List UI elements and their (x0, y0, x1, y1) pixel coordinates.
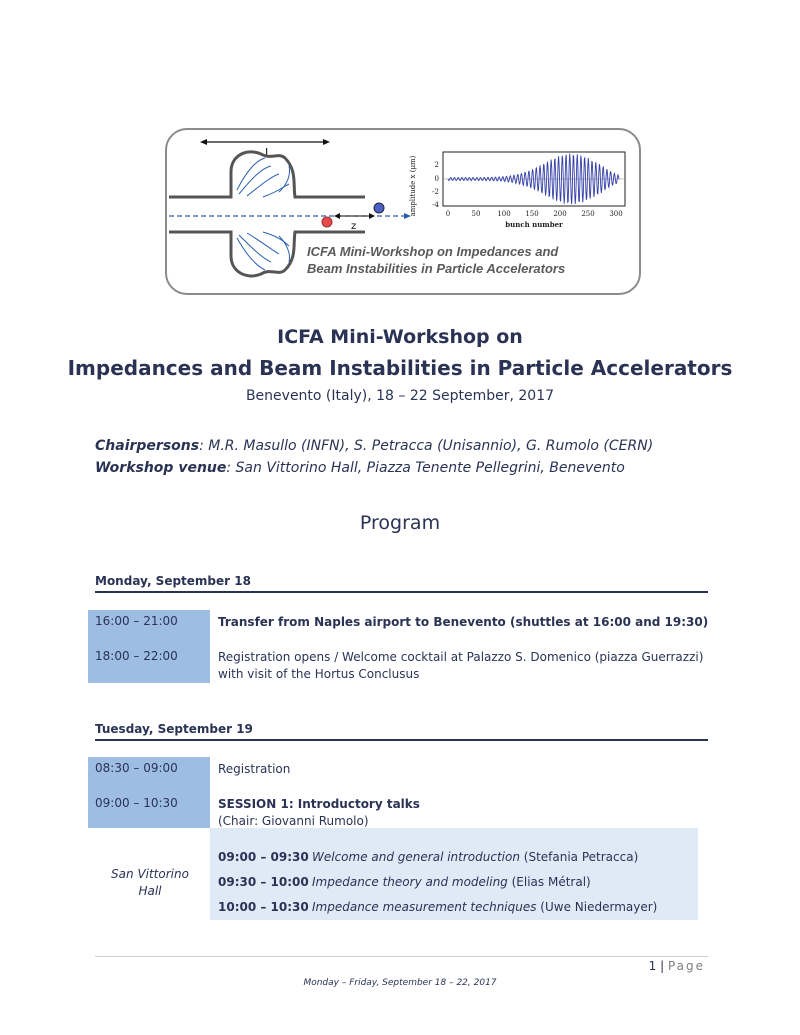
xtick: 0 (445, 210, 451, 218)
page-title-line2: Impedances and Beam Instabilities in Particle Accelerators (67, 356, 733, 380)
event-text: Registration (218, 762, 291, 776)
talk-row (218, 850, 638, 864)
page-word: Page (667, 959, 705, 973)
talk-row (218, 875, 591, 889)
venue-value: : San Vittorino Hall, Piazza Tenente Pellegrini, Benevento (226, 460, 625, 476)
mini-plot-xlabel: bunch number (505, 220, 563, 229)
session-room (95, 866, 205, 900)
event-text-line2: with visit of the Hortus Conclusus (218, 667, 420, 681)
page-number-value: 1 (648, 959, 657, 973)
ytick: -2 (432, 188, 439, 196)
banner-title-line2: Beam Instabilities in Particle Accelerators (307, 261, 566, 276)
session-title: SESSION 1: Introductory talks (218, 797, 420, 811)
room-line2: Hall (138, 884, 162, 898)
program-heading: Program (359, 512, 441, 534)
leading-bunch (374, 203, 384, 213)
time-slot: 08:30 – 09:00 (95, 761, 178, 775)
trailing-bunch (322, 217, 332, 227)
mini-plot-ylabel: amplitude x (μm) (409, 155, 417, 217)
time-slot: 18:00 – 22:00 (95, 649, 178, 663)
talk-title: Impedance measurement techniques (312, 900, 537, 914)
room-line1: San Vittorino (111, 867, 189, 881)
signal-trace (448, 154, 619, 205)
event-text-line1: Registration opens / Welcome cocktail at Palazzo S. Domenico (piazza Guerrazzi) (218, 650, 704, 664)
talk-time: 09:30 – 10:00 (218, 875, 309, 889)
talk-title: Impedance theory and modeling (312, 875, 508, 889)
ytick: -4 (432, 201, 439, 209)
xtick: 150 (525, 210, 539, 218)
footer-dates: Monday – Friday, September 18 – 22, 2017 (303, 978, 497, 988)
chairpersons-line (95, 438, 653, 454)
time-slot: 09:00 – 10:30 (95, 796, 178, 810)
xtick: 100 (497, 210, 511, 218)
xtick: 300 (609, 210, 623, 218)
page-subtitle: Benevento (Italy), 18 – 22 September, 2017 (245, 388, 555, 404)
ytick: 0 (434, 175, 439, 183)
event-text: Transfer from Naples airport to Benevento (shuttles at 16:00 and 19:30) (218, 615, 709, 629)
page-title-line1: ICFA Mini-Workshop on (277, 326, 523, 348)
ytick: 2 (434, 161, 439, 169)
talk-speaker: (Uwe Niedermayer) (536, 900, 658, 914)
field-lines (237, 158, 290, 270)
page-number (649, 959, 705, 973)
time-slot: 16:00 – 21:00 (95, 614, 178, 628)
day-heading-tuesday: Tuesday, September 19 (95, 722, 708, 741)
day-heading-monday: Monday, September 18 (95, 574, 708, 593)
footer-divider (95, 956, 708, 957)
label-z: z (351, 221, 357, 232)
mini-plot-xticks (446, 210, 623, 218)
label-L: L (265, 146, 272, 159)
talk-speaker: (Stefania Petracca) (519, 850, 639, 864)
session-block (218, 796, 420, 830)
venue-line (95, 460, 625, 476)
venue-label: Workshop venue (95, 460, 227, 476)
chairpersons-value: : M.R. Masullo (INFN), S. Petracca (Unisannio), G. Rumolo (CERN) (199, 438, 654, 454)
talk-time: 09:00 – 09:30 (218, 850, 309, 864)
workshop-banner (165, 128, 641, 295)
talk-row (218, 900, 657, 914)
event-text (218, 649, 703, 683)
talk-time: 10:00 – 10:30 (218, 900, 309, 914)
chairpersons-label: Chairpersons (95, 438, 200, 454)
session-chair: (Chair: Giovanni Rumolo) (218, 814, 369, 828)
page-separator: | (656, 959, 668, 973)
xtick: 200 (553, 210, 567, 218)
banner-title (307, 243, 637, 277)
banner-title-line1: ICFA Mini-Workshop on Impedances and (307, 244, 559, 259)
talk-title: Welcome and general introduction (312, 850, 520, 864)
talk-speaker: (Elias Métral) (507, 875, 591, 889)
xtick: 50 (471, 210, 481, 218)
mini-plot-yticks (432, 161, 439, 209)
xtick: 250 (581, 210, 595, 218)
